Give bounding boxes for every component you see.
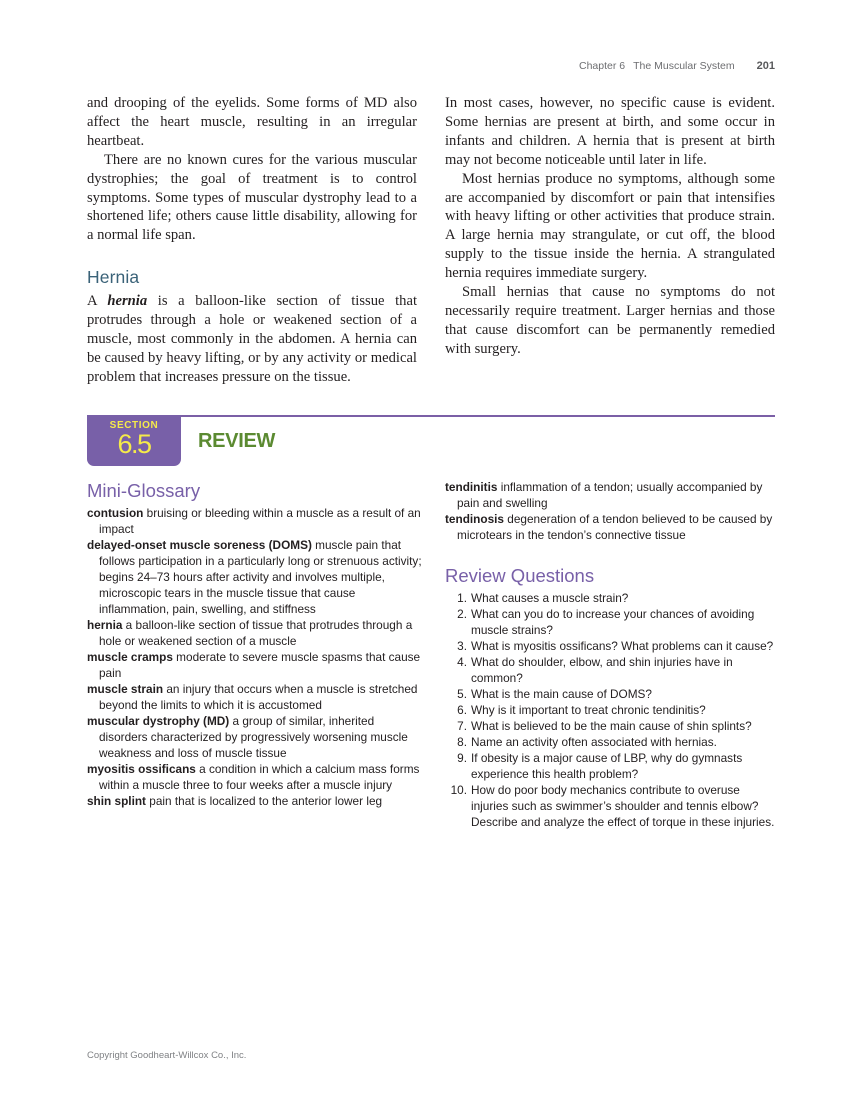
question-item [445,606,780,638]
text-run: A [87,293,108,310]
text-run: is a balloon-like section of tissue that protrudes through a hole or weakened section of a muscle, most commonly in the abdomen. A hernia can be caused by heavy lifting, or by any activity or medical problem that increases pressure on the tissue. [87,293,418,385]
question-text: What causes a muscle strain? [471,591,629,605]
right-body-column [445,94,775,359]
glossary-entry [87,617,422,649]
glossary-term: hernia [87,618,123,632]
question-item [445,782,780,830]
question-number: 4. [457,655,467,669]
glossary-entry [445,479,780,511]
question-text: What is the main cause of DOMS? [471,687,652,701]
question-text: If obesity is a major cause of LBP, why do gymnasts experience this health problem? [471,751,743,781]
glossary-entry [87,713,422,761]
mini-glossary [87,480,422,809]
paragraph: Small hernias that cause no symptoms do not necessarily require treatment. Larger hernias and those that cause discomfort can be permanently remedied with surgery. [445,284,775,357]
glossary-entry [87,505,422,537]
copyright-footer: Copyright Goodheart-Willcox Co., Inc. [87,1050,247,1061]
glossary-entry [87,793,422,809]
question-number: 2. [457,607,467,621]
question-number: 7. [457,719,467,733]
key-term: hernia [107,293,148,310]
section-badge [87,415,181,466]
glossary-entry [87,649,422,681]
glossary-definition: a condition in which a calcium mass forms within a muscle three to four weeks after a muscle injury [99,762,420,792]
review-title: REVIEW [198,430,276,452]
glossary-definition: a group of similar, inherited disorders characterized by progressively worsening muscle weakness and loss of muscle tissue [99,714,408,760]
question-number: 6. [457,703,467,717]
question-number: 3. [457,639,467,653]
question-text: What can you do to increase your chances of avoiding muscle strains? [471,607,755,637]
question-item [445,590,780,606]
glossary-definition: an injury that occurs when a muscle is stretched beyond the limits to which it is accustomed [99,682,418,712]
question-text: What is myositis ossificans? What problems can it cause? [471,639,774,653]
review-questions-heading: Review Questions [445,565,595,586]
running-head [579,60,775,72]
glossary-entry [445,511,780,543]
glossary-term: tendinitis [445,480,498,494]
question-item [445,686,780,702]
glossary-term: myositis ossificans [87,762,196,776]
glossary-term: tendinosis [445,512,504,526]
question-number: 9. [457,751,467,765]
question-item [445,702,780,718]
glossary-definition: inflammation of a tendon; usually accompanied by pain and swelling [457,480,763,510]
page-number: 201 [756,60,775,72]
question-number: 1. [457,591,467,605]
glossary-definition: degeneration of a tendon believed to be caused by microtears in the tendon’s connective tissue [457,512,773,542]
glossary-entry [87,761,422,793]
glossary-definition: moderate to severe muscle spasms that cause pain [99,650,421,680]
question-text: What is believed to be the main cause of shin splints? [471,719,752,733]
paragraph: and drooping of the eyelids. Some forms of MD also affect the heart muscle, resulting in an irregular heartbeat. [87,95,417,149]
question-number: 10. [450,783,467,797]
hernia-paragraph [87,292,417,387]
question-text: What do shoulder, elbow, and shin injuries have in common? [471,655,733,685]
question-text: How do poor body mechanics contribute to overuse injuries such as swimmer’s shoulder and tennis elbow? Describe and analyze the effect of torque in these injuries. [471,783,775,829]
question-text: Why is it important to treat chronic tendinitis? [471,703,706,717]
question-item [445,654,780,686]
paragraph: Most hernias produce no symptoms, although some are accompanied by discomfort or pain that intensifies with heavy lifting or other activities that produce strain. A large hernia may strangulate, or cut off, the blood supply to the tissue inside the hernia. A strangulated hernia requires immediate surgery. [445,170,775,282]
section-divider [180,415,775,417]
glossary-entry [87,537,422,617]
glossary-definition: a balloon-like section of tissue that protrudes through a hole or weakened section of a muscle [99,618,413,648]
question-number: 5. [457,687,467,701]
glossary-term: delayed-onset muscle soreness (DOMS) [87,538,312,552]
glossary-term: shin splint [87,794,146,808]
glossary-term: muscle strain [87,682,164,696]
paragraph: There are no known cures for the various muscular dystrophies; the goal of treatment is to control symptoms. Some types of muscular dystrophy lead to a shortened life; others cause little disability, allowing for a normal life span. [87,151,417,244]
section-label: SECTION [109,420,159,431]
chapter-title: The Muscular System [633,60,735,72]
question-number: 8. [457,735,467,749]
hernia-heading: Hernia [87,267,140,288]
question-item [445,734,780,750]
mini-glossary-continued [445,479,780,543]
review-questions [445,565,780,830]
question-item [445,718,780,734]
glossary-term: contusion [87,506,144,520]
chapter-label: Chapter 6 [578,60,626,72]
question-text: Name an activity often associated with hernias. [471,735,717,749]
left-body-column [87,94,417,387]
question-item [445,750,780,782]
glossary-term: muscle cramps [87,650,173,664]
glossary-definition: muscle pain that follows participation in a particularly long or strenuous activity; begins 24–73 hours after activity and involves multiple, microscopic tears in the muscle tissue that cause inflammation, pain, swelling, and stiffness [99,538,422,616]
glossary-definition: pain that is localized to the anterior lower leg [146,794,383,808]
question-list [445,590,780,830]
question-item [445,638,780,654]
glossary-definition: bruising or bleeding within a muscle as a result of an impact [99,506,421,536]
glossary-heading: Mini-Glossary [87,480,201,501]
paragraph: In most cases, however, no specific cause is evident. Some hernias are present at birth, and some occur in infants and children. A hernia that is present at birth may not become noticeable until later in life. [445,95,775,168]
glossary-term: muscular dystrophy (MD) [87,714,230,728]
glossary-entry [87,681,422,713]
section-number: 6.5 [117,429,151,459]
